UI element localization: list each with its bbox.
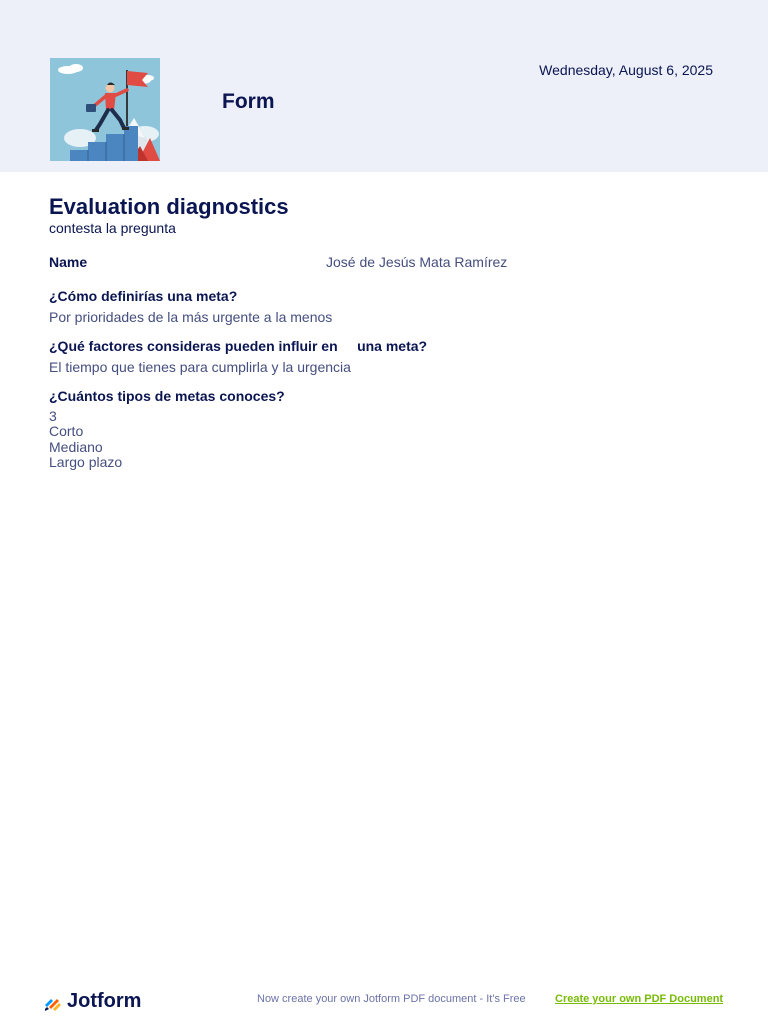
question-label: ¿Qué factores consideras pueden influir en una meta? [49, 338, 428, 354]
header-date: Wednesday, August 6, 2025 [539, 62, 713, 78]
answer-line: Mediano [49, 438, 103, 455]
answer-line: Largo plazo [49, 453, 123, 470]
question-answer-list [49, 409, 122, 470]
form-title: Evaluation diagnostics [49, 194, 289, 219]
create-pdf-link[interactable]: Create your own PDF Document [555, 993, 724, 1005]
name-field-value: José de Jesús Mata Ramírez [326, 254, 508, 270]
page-header [0, 0, 768, 172]
jotform-logo-text: Jotform [67, 990, 142, 1012]
header-form-title: Form [222, 90, 275, 113]
question-answer: Por prioridades de la más urgente a la menos [49, 309, 333, 325]
header-logo-image [50, 58, 160, 161]
jotform-logo-icon [43, 992, 63, 1012]
question-label: ¿Cuántos tipos de metas conoces? [49, 388, 285, 404]
businessman-climbing-stairs-flag-icon [50, 58, 160, 161]
answer-line: 3 [49, 408, 57, 424]
name-field-label: Name [49, 254, 88, 270]
footer-note: Now create your own Jotform PDF document - It's Free [257, 993, 526, 1005]
question-answer: El tiempo que tienes para cumplirla y la urgencia [49, 359, 351, 375]
form-subtitle: contesta la pregunta [49, 220, 176, 236]
jotform-logo[interactable] [43, 990, 141, 1013]
answer-line: Corto [49, 423, 84, 440]
question-label: ¿Cómo definirías una meta? [49, 288, 238, 304]
